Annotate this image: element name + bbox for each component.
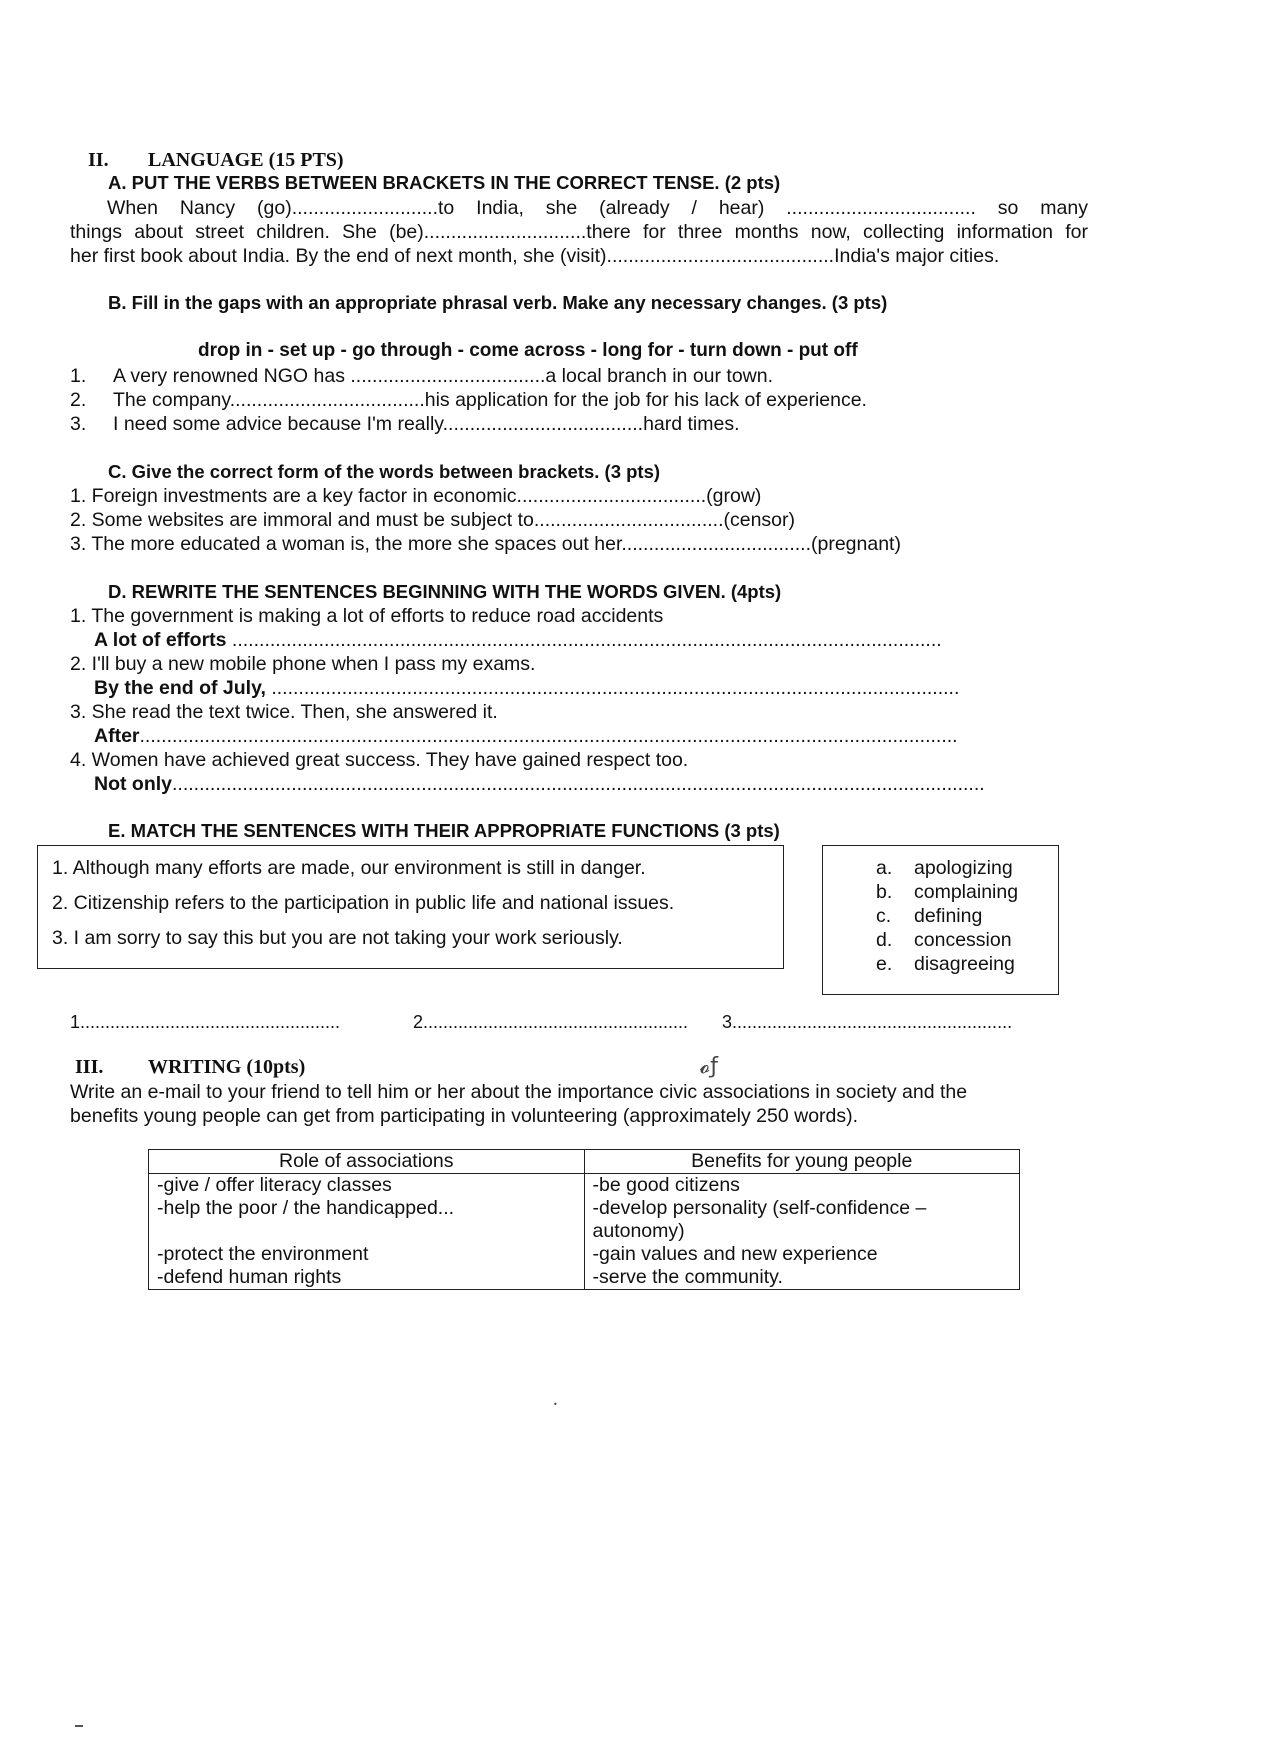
- header-role-of-associations: Role of associations: [149, 1150, 585, 1174]
- section-2-numeral: II.: [88, 149, 109, 171]
- header-benefits-for-young-people: Benefits for young people: [584, 1150, 1020, 1174]
- function-a-text: apologizing: [914, 857, 1013, 879]
- match-answer-2[interactable]: 2.....................................................: [413, 1012, 689, 1032]
- section-3-numeral: III.: [75, 1056, 104, 1078]
- ideas-table-header: [149, 1150, 1020, 1174]
- part-d-sentence-2: 2. I'll buy a new mobile phone when I pass my exams.: [70, 653, 536, 675]
- function-c-text: defining: [914, 905, 983, 927]
- part-c-title: C. Give the correct form of the words between brackets. (3 pts): [108, 461, 661, 482]
- table-row: [149, 1243, 1020, 1266]
- part-d-sentence-4: 4. Women have achieved great success. They have gained respect too.: [70, 749, 689, 771]
- part-a-title: A. PUT THE VERBS BETWEEN BRACKETS IN THE CORRECT TENSE. (2 pts): [108, 172, 781, 193]
- match-answer-3[interactable]: 3........................................................: [722, 1012, 1013, 1032]
- part-d-start-4: Not only: [94, 773, 172, 795]
- table-cell: -give / offer literacy classes: [149, 1174, 585, 1198]
- part-b-item-1-text: A very renowned NGO has ....................................a local branch in our town.: [113, 365, 774, 387]
- part-b-item-2-number: 2.: [70, 389, 87, 411]
- part-a-line-2: things about street children. She (be)..............................there for three months now, collecting information for: [70, 221, 1088, 243]
- table-cell: -help the poor / the handicapped...: [149, 1197, 585, 1243]
- part-d-sentence-3: 3. She read the text twice. Then, she answered it.: [70, 701, 498, 723]
- table-cell: -be good citizens: [584, 1174, 1020, 1198]
- part-e-sentence-3: 3. I am sorry to say this but you are not taking your work seriously.: [52, 927, 623, 949]
- function-a-letter: a.: [876, 857, 893, 879]
- function-d-text: concession: [914, 929, 1012, 951]
- handwritten-of-mark: 𝓸ƒ: [700, 1054, 718, 1079]
- part-a-line-1: When Nancy (go)...........................to India, she (already / hear) ................................... so many: [107, 197, 1088, 219]
- table-cell: -develop personality (self-confidence – autonomy): [584, 1197, 1020, 1243]
- part-d-start-2: By the end of July,: [94, 677, 266, 699]
- part-e-sentence-2: 2. Citizenship refers to the participation in public life and national issues.: [52, 892, 675, 914]
- function-c-letter: c.: [876, 905, 892, 927]
- scan-speck: •: [553, 1400, 558, 1409]
- part-e-sentence-1: 1. Although many efforts are made, our environment is still in danger.: [52, 857, 646, 879]
- table-row: [149, 1266, 1020, 1290]
- function-b-letter: b.: [876, 881, 893, 903]
- ideas-table: [148, 1149, 1020, 1290]
- part-b-item-1-number: 1.: [70, 365, 87, 387]
- section-2-title: LANGUAGE (15 PTS): [148, 149, 344, 171]
- table-cell: -serve the community.: [584, 1266, 1020, 1290]
- part-d-sentence-1: 1. The government is making a lot of efforts to reduce road accidents: [70, 605, 664, 627]
- part-c-item-3: 3. The more educated a woman is, the more she spaces out her...................................(pregnant): [70, 533, 901, 555]
- section-3-title: WRITING (10pts): [148, 1056, 306, 1078]
- part-a-line-3: her first book about India. By the end of next month, she (visit)..........................................India's major cities.: [70, 245, 1000, 267]
- part-c-item-2: 2. Some websites are immoral and must be subject to...................................(censor): [70, 509, 796, 531]
- part-b-item-2-text: The company....................................his application for the job for his lack of experience.: [113, 389, 867, 411]
- part-d-answer-line-1[interactable]: ...................................................................................................................................: [226, 629, 942, 651]
- part-d-answer-line-3[interactable]: .......................................................................................................................................................: [139, 725, 958, 747]
- function-e-letter: e.: [876, 953, 893, 975]
- table-cell: -gain values and new experience: [584, 1243, 1020, 1266]
- table-row: [149, 1197, 1020, 1243]
- table-cell: -protect the environment: [149, 1243, 585, 1266]
- part-b-item-3-number: 3.: [70, 413, 87, 435]
- part-d-title: D. REWRITE THE SENTENCES BEGINNING WITH THE WORDS GIVEN. (4pts): [108, 581, 782, 602]
- part-c-item-1: 1. Foreign investments are a key factor in economic...................................(grow): [70, 485, 762, 507]
- table-cell: -defend human rights: [149, 1266, 585, 1290]
- match-answer-1[interactable]: 1....................................................: [70, 1012, 341, 1032]
- part-d-answer-line-2[interactable]: ...............................................................................................................................: [265, 677, 960, 699]
- writing-prompt-line-1: Write an e-mail to your friend to tell him or her about the importance civic associations in society and the: [70, 1081, 968, 1103]
- part-d-answer-line-4[interactable]: ......................................................................................................................................................: [172, 773, 985, 795]
- part-d-start-3: After: [94, 725, 140, 747]
- function-e-text: disagreeing: [914, 953, 1015, 975]
- scan-speck: [75, 1725, 83, 1727]
- part-b-item-3-text: I need some advice because I'm really.....................................hard times.: [113, 413, 740, 435]
- writing-prompt-line-2: benefits young people can get from participating in volunteering (approximately 250 words).: [70, 1105, 859, 1127]
- part-b-title: B. Fill in the gaps with an appropriate phrasal verb. Make any necessary changes. (3 pts): [108, 292, 888, 313]
- part-e-title: E. MATCH THE SENTENCES WITH THEIR APPROPRIATE FUNCTIONS (3 pts): [108, 820, 780, 841]
- part-d-start-1: A lot of efforts: [94, 629, 227, 651]
- function-d-letter: d.: [876, 929, 893, 951]
- phrasal-verb-list: drop in - set up - go through - come across - long for - turn down - put off: [198, 340, 858, 361]
- table-row: [149, 1174, 1020, 1198]
- function-b-text: complaining: [914, 881, 1019, 903]
